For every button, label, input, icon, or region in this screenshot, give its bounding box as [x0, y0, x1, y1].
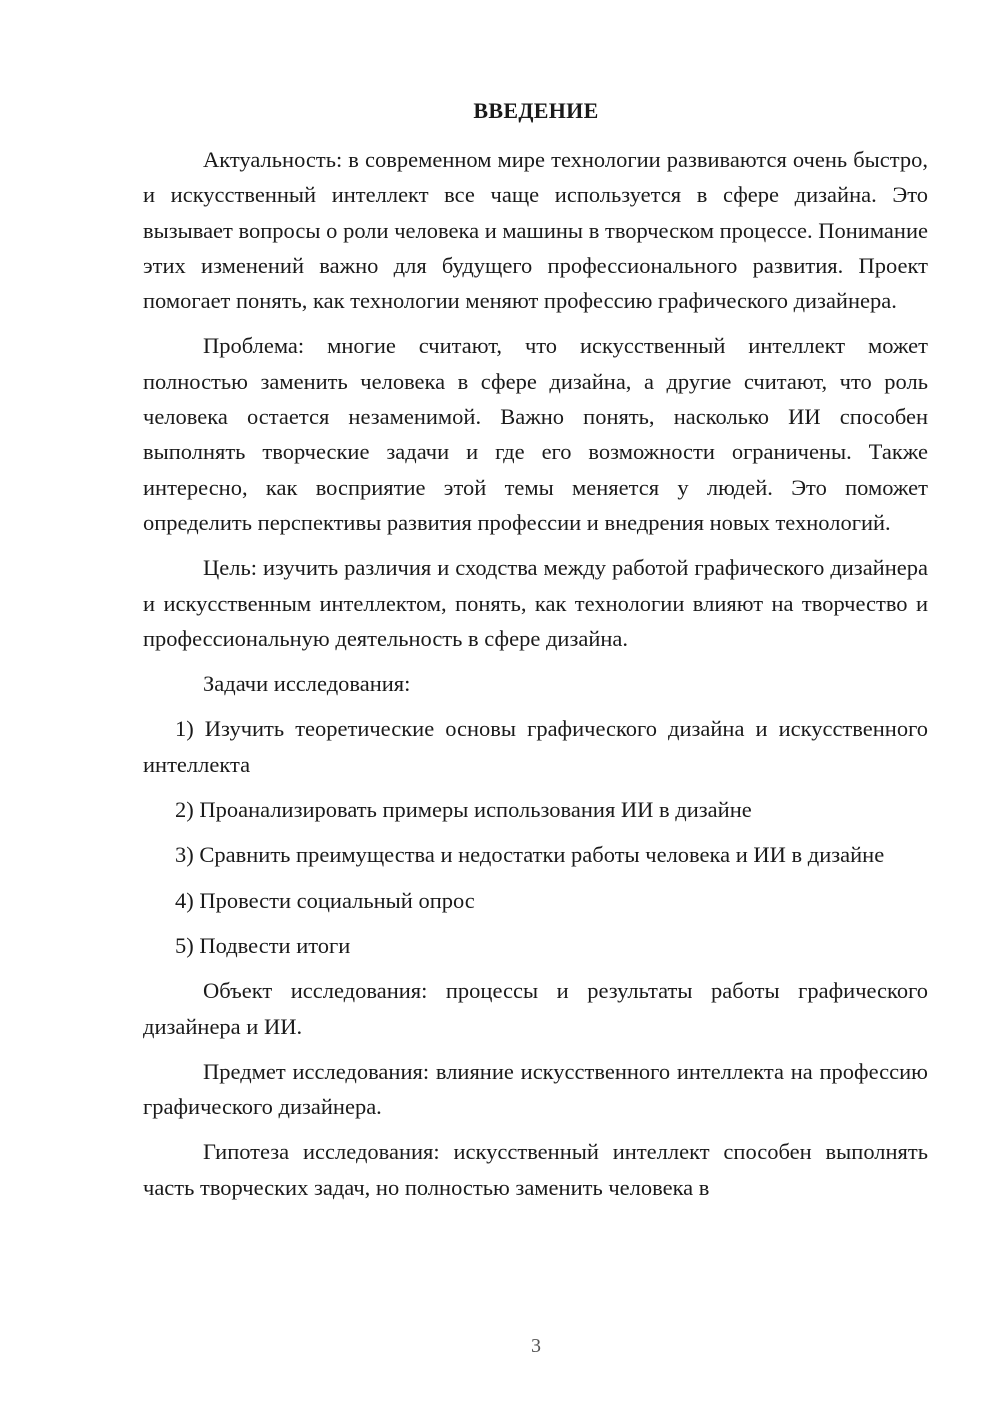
- paragraph-goal: Цель: изучить различия и сходства между работой графического дизайнера и искусственным интеллектом, понять, как технологии влияют на творчество и профессиональную деятельность в сфере дизайна.: [143, 555, 928, 651]
- paragraph-hypothesis: Гипотеза исследования: искусственный интеллект способен выполнять часть творческих задач, но полностью заменить человека в: [143, 1139, 928, 1200]
- paragraph-problem: Проблема: многие считают, что искусственный интеллект может полностью заменить человека в сфере дизайна, а другие считают, что роль человека остается незаменимой. Важно понять, насколько ИИ способен выполнять творческие задачи и где его возможности ограничены. Также интересно, как восприятие этой темы меняется у людей. Это поможет определить перспективы развития профессии и внедрения новых технологий.: [143, 333, 928, 535]
- page-number: 3: [531, 1335, 541, 1357]
- body-text: [143, 142, 928, 1205]
- paragraph-tasks-heading: Задачи исследования:: [203, 671, 411, 697]
- paragraph-relevance: Актуальность: в современном мире технологии развиваются очень быстро, и искусственный интеллект все чаще используется в сфере дизайна. Это вызывает вопросы о роли человека и машины в творческом процессе. Понимание этих изменений важно для будущего профессионального развития. Проект помогает понять, как технологии меняют профессию графического дизайнера.: [143, 147, 928, 314]
- task-item-1: 1) Изучить теоретические основы графического дизайна и искусственного интеллекта: [143, 716, 928, 777]
- task-item-5: 5) Подвести итоги: [175, 932, 351, 958]
- paragraph-subject: Предмет исследования: влияние искусственного интеллекта на профессию графического дизайнера.: [143, 1058, 928, 1120]
- paragraph-object: Объект исследования: процессы и результаты работы графического дизайнера и ИИ.: [143, 978, 928, 1039]
- task-item-3: 3) Сравнить преимущества и недостатки работы человека и ИИ в дизайне: [175, 842, 885, 868]
- task-item-2: 2) Проанализировать примеры использования ИИ в дизайне: [175, 797, 752, 823]
- section-title: ВВЕДЕНИЕ: [473, 98, 599, 123]
- task-item-4: 4) Провести социальный опрос: [175, 887, 475, 913]
